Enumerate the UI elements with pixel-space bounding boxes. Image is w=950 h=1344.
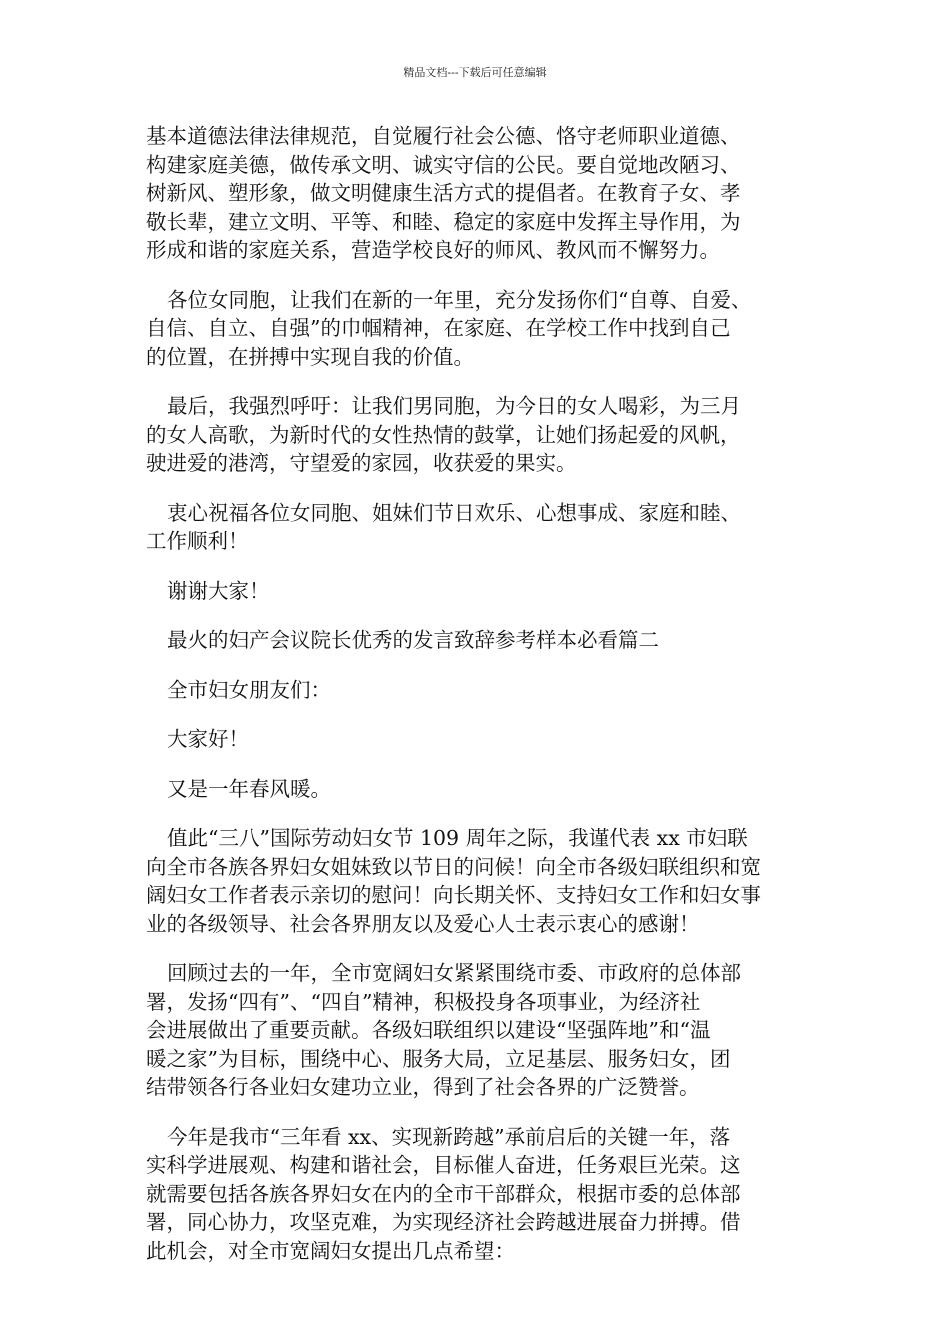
text-line: 署，发扬“四有”、“四自”精神，积极投身各项事业，为经济社 bbox=[146, 989, 701, 1014]
text-line: 署，同心协力，攻坚克难，为实现经济社会跨越进展奋力拼搏。借 bbox=[146, 1210, 741, 1234]
text-line: 就需要包括各族各界妇女在内的全市干部群众，根据市委的总体部 bbox=[146, 1181, 741, 1206]
paragraph bbox=[146, 286, 808, 372]
paragraph bbox=[146, 959, 808, 1102]
text-line: 最后，我强烈呼吁：让我们男同胞，为今日的女人喝彩，为三月 bbox=[167, 394, 741, 418]
text-line: 的女人高歌，为新时代的女性热情的鼓掌，让她们扬起爱的风帆， bbox=[146, 422, 741, 447]
paragraph bbox=[146, 122, 808, 265]
text-line: 基本道德法律法律规范，自觉履行社会公德、恪守老师职业道德、 bbox=[146, 124, 741, 148]
page-header: 精品文档---下载后可任意编辑 bbox=[403, 66, 547, 79]
text-line: 自信、自立、自强”的巾帼精神，在家庭、在学校工作中找到自己 bbox=[146, 316, 731, 340]
text-line: 敬长辈，建立文明、平等、和睦、稳定的家庭中发挥主导作用，为 bbox=[146, 209, 741, 234]
text-line: 阔妇女工作者表示亲切的慰问！向长期关怀、支持妇女工作和妇女事 bbox=[146, 883, 761, 907]
salutation: 全市妇女朋友们： bbox=[167, 677, 331, 702]
text-line: 的位置，在拼搏中实现自我的价值。 bbox=[146, 344, 474, 369]
text-line: 形成和谐的家庭关系，营造学校良好的师风、教风而不懈努力。 bbox=[146, 238, 720, 262]
text-line: 工作顺利！ bbox=[146, 529, 249, 553]
text-line: 今年是我市“三年看 xx、实现新跨越”承前启后的关键一年，落 bbox=[167, 1124, 731, 1149]
text-line: 此机会，对全市宽阔妇女提出几点希望： bbox=[146, 1238, 515, 1263]
text-line: 向全市各族各界妇女姐妹致以节日的问候！向全市各级妇联组织和宽 bbox=[146, 854, 761, 879]
text-line: 构建家庭美德，做传承文明、诚实守信的公民。要自觉地改陋习、 bbox=[146, 152, 741, 177]
opening-line: 又是一年春风暖。 bbox=[167, 776, 331, 801]
text-line: 各位女同胞，让我们在新的一年里，充分发扬你们“自尊、自爱、 bbox=[167, 287, 752, 312]
text-line: 驶进爱的港湾，守望爱的家园，收获爱的果实。 bbox=[146, 451, 577, 475]
paragraph bbox=[146, 499, 808, 556]
closing-thanks: 谢谢大家！ bbox=[167, 578, 270, 603]
text-line: 树新风、塑形象，做文明健康生活方式的提倡者。在教育子女、孝 bbox=[146, 181, 741, 205]
text-line: 回顾过去的一年，全市宽阔妇女紧紧围绕市委、市政府的总体部 bbox=[167, 961, 741, 985]
paragraph bbox=[146, 1123, 808, 1266]
text-line: 值此“三八”国际劳动妇女节 109 周年之际，我谨代表 xx 市妇联 bbox=[167, 826, 748, 850]
section-title: 最火的妇产会议院长优秀的发言致辞参考样本必看篇二 bbox=[167, 628, 659, 652]
paragraph bbox=[146, 392, 808, 478]
document-body bbox=[146, 122, 808, 1286]
greeting: 大家好！ bbox=[167, 727, 249, 751]
text-line: 会进展做出了重要贡献。各级妇联组织以建设“坚强阵地”和“温 bbox=[146, 1018, 711, 1042]
text-line: 暖之家”为目标，围绕中心、服务大局，立足基层、服务妇女，团 bbox=[146, 1046, 731, 1071]
text-line: 业的各级领导、社会各界朋友以及爱心人士表示衷心的感谢！ bbox=[146, 911, 700, 936]
paragraph bbox=[146, 824, 808, 938]
text-line: 结带领各行各业妇女建功立业，得到了社会各界的广泛赞誉。 bbox=[146, 1075, 700, 1099]
text-line: 实科学进展观、构建和谐社会，目标催人奋进，任务艰巨光荣。这 bbox=[146, 1153, 741, 1177]
text-line: 衷心祝福各位女同胞、姐妹们节日欢乐、心想事成、家庭和睦、 bbox=[167, 500, 741, 525]
